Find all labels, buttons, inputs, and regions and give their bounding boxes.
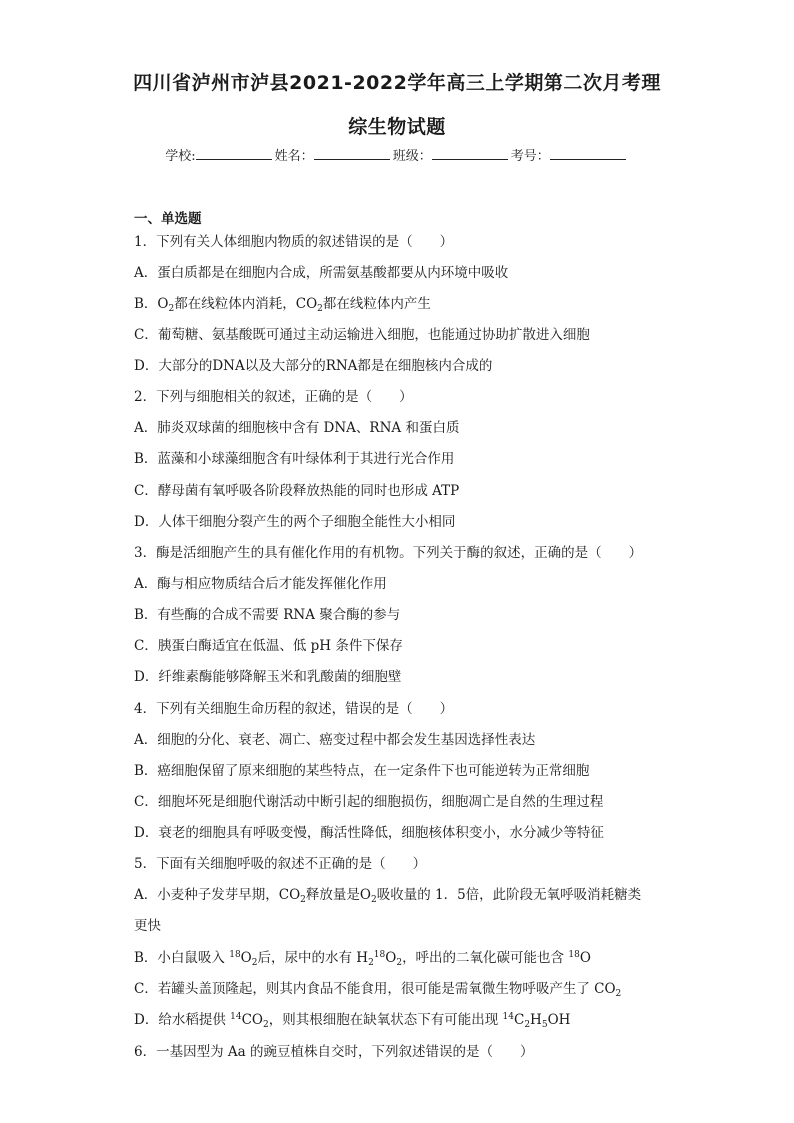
question-5-option-a: A．小麦种子发芽早期，$CO_2$释放量是$O_2$吸收量的 1．5倍，此阶段无氧呼吸消耗糖类 (134, 887, 642, 905)
name-label: 姓名： (274, 149, 314, 164)
school-label: 学校: (165, 149, 196, 164)
question-2-option-c: C．酵母菌有氧呼吸各阶段释放热能的同时也形成 ATP (134, 483, 460, 499)
question-1-option-d: D．大部分的DNA以及大部分的RNA都是在细胞核内合成的 (134, 358, 493, 374)
section-heading: 一、单选题 (134, 211, 202, 227)
question-1-option-c: C．葡萄糖、氨基酸既可通过主动运输进入细胞，也能通过协助扩散进入细胞 (134, 327, 590, 343)
school-blank[interactable] (196, 147, 272, 160)
question-5-stem: 5．下面有关细胞呼吸的叙述不正确的是（ ） (134, 856, 427, 872)
question-2-stem: 2．下列与细胞相关的叙述，正确的是（ ） (134, 389, 413, 405)
document-title-line-1: 四川省泸州市泸县2021-2022学年高三上学期第二次月考理 (133, 72, 661, 94)
exam-number-label: 考号： (510, 149, 550, 164)
question-4-option-b: B．癌细胞保留了原来细胞的某些特点，在一定条件下也可能逆转为正常细胞 (134, 763, 590, 779)
question-2-option-a: A．肺炎双球菌的细胞核中含有 DNA、RNA 和蛋白质 (134, 420, 460, 436)
question-5-option-a-continued: 更快 (134, 918, 161, 934)
class-label: 班级： (392, 149, 432, 164)
question-2-option-d: D．人体干细胞分裂产生的两个子细胞全能性大小相同 (134, 514, 456, 530)
student-info-line (0, 145, 794, 164)
question-5-option-c: C．若罐头盖顶隆起，则其内食品不能食用，很可能是需氧微生物呼吸产生了 $CO_2$ (134, 981, 622, 999)
name-blank[interactable] (314, 147, 390, 160)
question-1-option-a: A．蛋白质都是在细胞内合成，所需氨基酸都要从内环境中吸收 (134, 265, 509, 281)
question-3-option-a: A．酶与相应物质结合后才能发挥催化作用 (134, 576, 387, 592)
question-6-stem: 6．一基因型为 Aa 的豌豆植株自交时，下列叙述错误的是（ ） (134, 1044, 534, 1060)
question-5-option-b: B．小白鼠吸入 $^{18}O_2$后，尿中的水有 $H_2^{18}O_2$，呼出的二氧化碳可能也含 $^{18}$O (134, 950, 591, 968)
question-1-option-b: B．$O_2$都在线粒体内消耗，$CO_2$都在线粒体内产生 (134, 296, 431, 314)
question-3-option-b: B．有些酶的合成不需要 RNA 聚合酶的参与 (134, 607, 401, 623)
question-2-option-b: B．蓝藻和小球藻细胞含有叶绿体利于其进行光合作用 (134, 451, 455, 467)
document-title-line-2: 综生物试题 (348, 116, 446, 138)
class-blank[interactable] (432, 147, 508, 160)
question-3-stem: 3．酶是活细胞产生的具有催化作用的有机物。下列关于酶的叙述，正确的是（ ） (134, 545, 643, 561)
question-4-option-c: C．细胞坏死是细胞代谢活动中断引起的细胞损伤，细胞凋亡是自然的生理过程 (134, 794, 604, 810)
question-5-option-d: D．给水稻提供 $^{14}CO_2$，则其根细胞在缺氧状态下有可能出现 $^{14}C_2H_5OH$ (134, 1012, 571, 1030)
question-3-option-d: D．纤维素酶能够降解玉米和乳酸菌的细胞壁 (134, 669, 402, 685)
question-3-option-c: C．胰蛋白酶适宜在低温、低 pH 条件下保存 (134, 638, 403, 654)
question-1-stem: 1．下列有关人体细胞内物质的叙述错误的是（ ） (134, 234, 454, 250)
exam-number-blank[interactable] (550, 147, 626, 160)
question-4-stem: 4．下列有关细胞生命历程的叙述，错误的是（ ） (134, 701, 454, 717)
question-4-option-d: D．衰老的细胞具有呼吸变慢，酶活性降低，细胞核体积变小，水分减少等特征 (134, 825, 604, 841)
question-4-option-a: A．细胞的分化、衰老、凋亡、癌变过程中都会发生基因选择性表达 (134, 732, 536, 748)
